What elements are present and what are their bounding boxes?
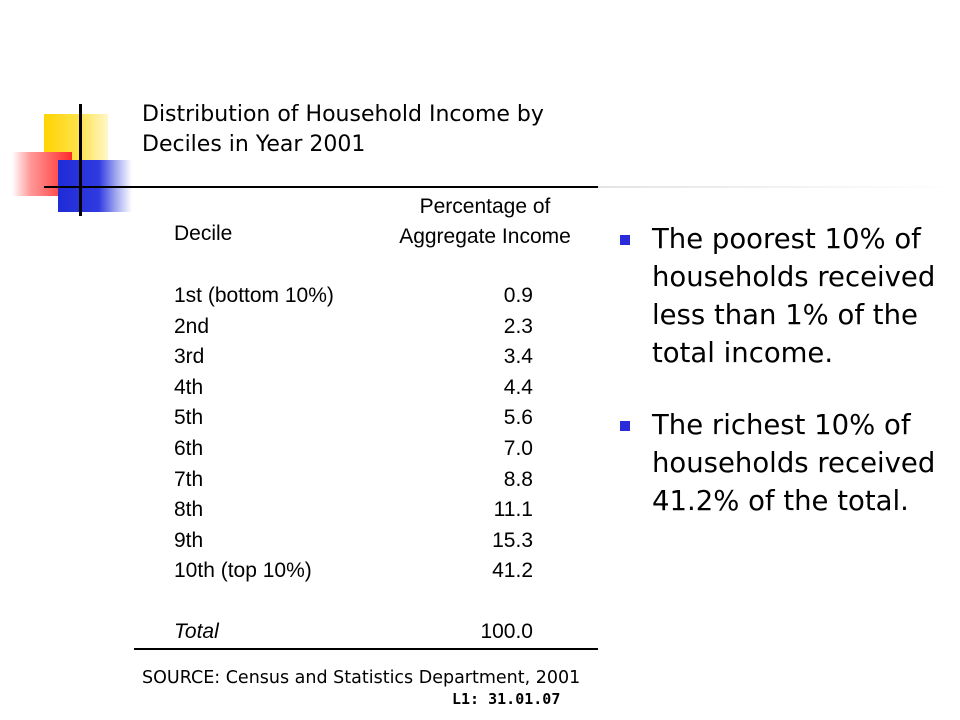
percent-cell: 5.6 [503,406,533,430]
percent-cell: 41.2 [492,559,533,583]
percent-cell: 0.9 [503,284,533,307]
table-title: Distribution of Household Income by Deciles in Year 2001 [142,102,544,157]
table-row [174,345,594,376]
percent-cell: 2.3 [503,314,533,338]
table-row [174,529,594,560]
decor-vertical-line [79,104,82,216]
table-top-rule [134,186,598,188]
square-bullet-icon [620,235,630,245]
column-header-percentage [380,192,590,252]
bullet-text: The richest 10% of households received 41.2% of the total. [652,409,936,517]
decile-cell: 6th [174,436,204,460]
bullet-item [620,220,950,372]
decile-cell: 10th (top 10%) [174,559,312,583]
column-header-percentage-line1: Percentage of [419,195,551,218]
table-row [174,315,594,346]
percent-cell: 4.4 [503,375,533,399]
table-bottom-rule [134,648,598,650]
percent-cell: 3.4 [503,345,533,369]
total-value: 100.0 [480,620,533,643]
column-header-decile: Decile [174,222,233,245]
table-row [174,284,594,315]
percent-cell: 11.1 [493,498,533,522]
bullet-item [620,406,950,520]
table-row [174,376,594,407]
slide-code: L1: 31.01.07 [452,690,561,708]
bullet-list [620,220,950,554]
decor-horizontal-line [44,186,134,188]
column-header-percentage-line2: Aggregate Income [399,225,571,248]
decile-cell: 8th [174,498,204,522]
decile-cell: 2nd [174,314,210,338]
decile-cell: 3rd [174,345,205,369]
percent-cell: 7.0 [503,436,533,460]
table-row [174,498,594,529]
table-row [174,437,594,468]
decile-cell: 1st (bottom 10%) [174,284,334,307]
bullet-text: The poorest 10% of households received less than 1% of the total income. [652,223,936,369]
source-note: SOURCE: Census and Statistics Department, 2001 [142,668,581,688]
percent-cell: 15.3 [492,528,533,552]
decile-cell: 9th [174,528,204,552]
table-row [174,468,594,499]
decile-cell: 5th [174,406,204,430]
table-row [174,559,594,590]
total-label: Total [174,620,219,643]
table-row [174,406,594,437]
income-table-body [174,284,594,590]
decile-cell: 4th [174,375,204,399]
decile-cell: 7th [174,467,204,491]
percent-cell: 8.8 [503,467,533,491]
square-bullet-icon [620,421,630,431]
